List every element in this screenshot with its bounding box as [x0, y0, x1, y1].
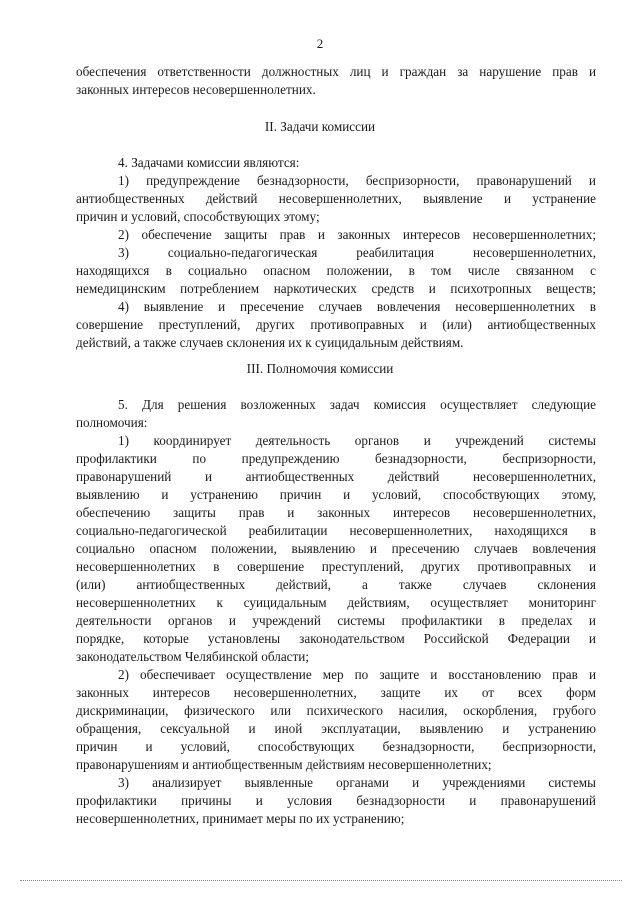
text-line: 3) анализирует выявленные органами и учреждениями системы	[118, 775, 596, 790]
text-line: законодательством Челябинской области;	[76, 649, 310, 664]
section-title: II. Задачи комиссии	[264, 119, 376, 134]
text-line: находящихся в социально опасном положении, в том числе связанном с	[76, 263, 596, 278]
text-line: причин и условий, способствующих безнадзорности, беспризорности,	[76, 739, 596, 754]
text-line: обеспечения ответственности должностных лиц и граждан за нарушение прав и	[76, 64, 596, 79]
text-line: профилактики по предупреждению безнадзорности, беспризорности,	[76, 451, 596, 466]
text-line: 2) обеспечение защиты прав и законных интересов несовершеннолетних;	[118, 227, 596, 242]
text-line: социально-педагогической реабилитации несовершеннолетних, находящихся в	[76, 523, 596, 538]
text-line: правонарушений и антиобщественных действий несовершеннолетних,	[76, 469, 596, 484]
text-line: совершение преступлений, других противоправных и (или) антиобщественных	[76, 317, 596, 332]
text-line: деятельности органов и учреждений системы профилактики в пределах и	[76, 613, 596, 628]
text-line: 4) выявление и пресечение случаев вовлечения несовершеннолетних в	[118, 299, 596, 314]
page-bottom-divider	[20, 880, 622, 881]
text-line: законных интересов несовершеннолетних, защите их от всех форм	[76, 685, 596, 700]
text-line: правонарушениям и антиобщественным действиям несовершеннолетних;	[76, 757, 492, 772]
text-line: социально опасном положении, выявлению и пресечению случаев вовлечения	[76, 541, 596, 556]
text-line: законных интересов несовершеннолетних.	[76, 82, 316, 97]
text-line: 3) социально-педагогическая реабилитация несовершеннолетних,	[118, 245, 596, 260]
text-line: немедицинским потреблением наркотических средств и психотропных веществ;	[76, 281, 596, 296]
text-line: профилактики причины и условия безнадзорности и правонарушений	[76, 793, 596, 808]
text-line: порядке, которые установлены законодательством Российской Федерации и	[76, 631, 596, 646]
text-line: дискриминации, физического или психического насилия, оскорбления, грубого	[76, 703, 596, 718]
text-line: несовершеннолетних, принимает меры по их устранению;	[76, 811, 405, 826]
page-number: 2	[316, 36, 324, 51]
text-line: несовершеннолетних в совершение преступлений, других противоправных и	[76, 559, 596, 574]
text-line: антиобщественных действий несовершеннолетних, выявление и устранение	[76, 191, 596, 206]
text-line: 2) обеспечивает осуществление мер по защите и восстановлению прав и	[118, 667, 596, 682]
text-line: действий, а также случаев склонения их к суицидальным действиям.	[76, 335, 464, 350]
text-line: несовершеннолетних к суицидальным действиям, осуществляет мониторинг	[76, 595, 596, 610]
text-line: 1) предупреждение безнадзорности, беспризорности, правонарушений и	[118, 173, 596, 188]
text-line: 5. Для решения возложенных задач комиссия осуществляет следующие	[118, 397, 596, 412]
text-line: обращения, сексуальной и иной эксплуатации, выявлению и устранению	[76, 721, 596, 736]
text-line: выявлению и устранению причин и условий, способствующих этому,	[76, 487, 596, 502]
text-line: причин и условий, способствующих этому;	[76, 209, 320, 224]
text-line: (или) антиобщественных действий, а также случаев склонения	[76, 577, 596, 592]
text-line: полномочия:	[76, 415, 148, 430]
text-line: 4. Задачами комиссии являются:	[118, 155, 300, 170]
section-title: III. Полномочия комиссии	[246, 361, 394, 376]
text-line: обеспечению защиты прав и законных интересов несовершеннолетних,	[76, 505, 596, 520]
text-line: 1) координирует деятельность органов и учреждений системы	[118, 433, 596, 448]
